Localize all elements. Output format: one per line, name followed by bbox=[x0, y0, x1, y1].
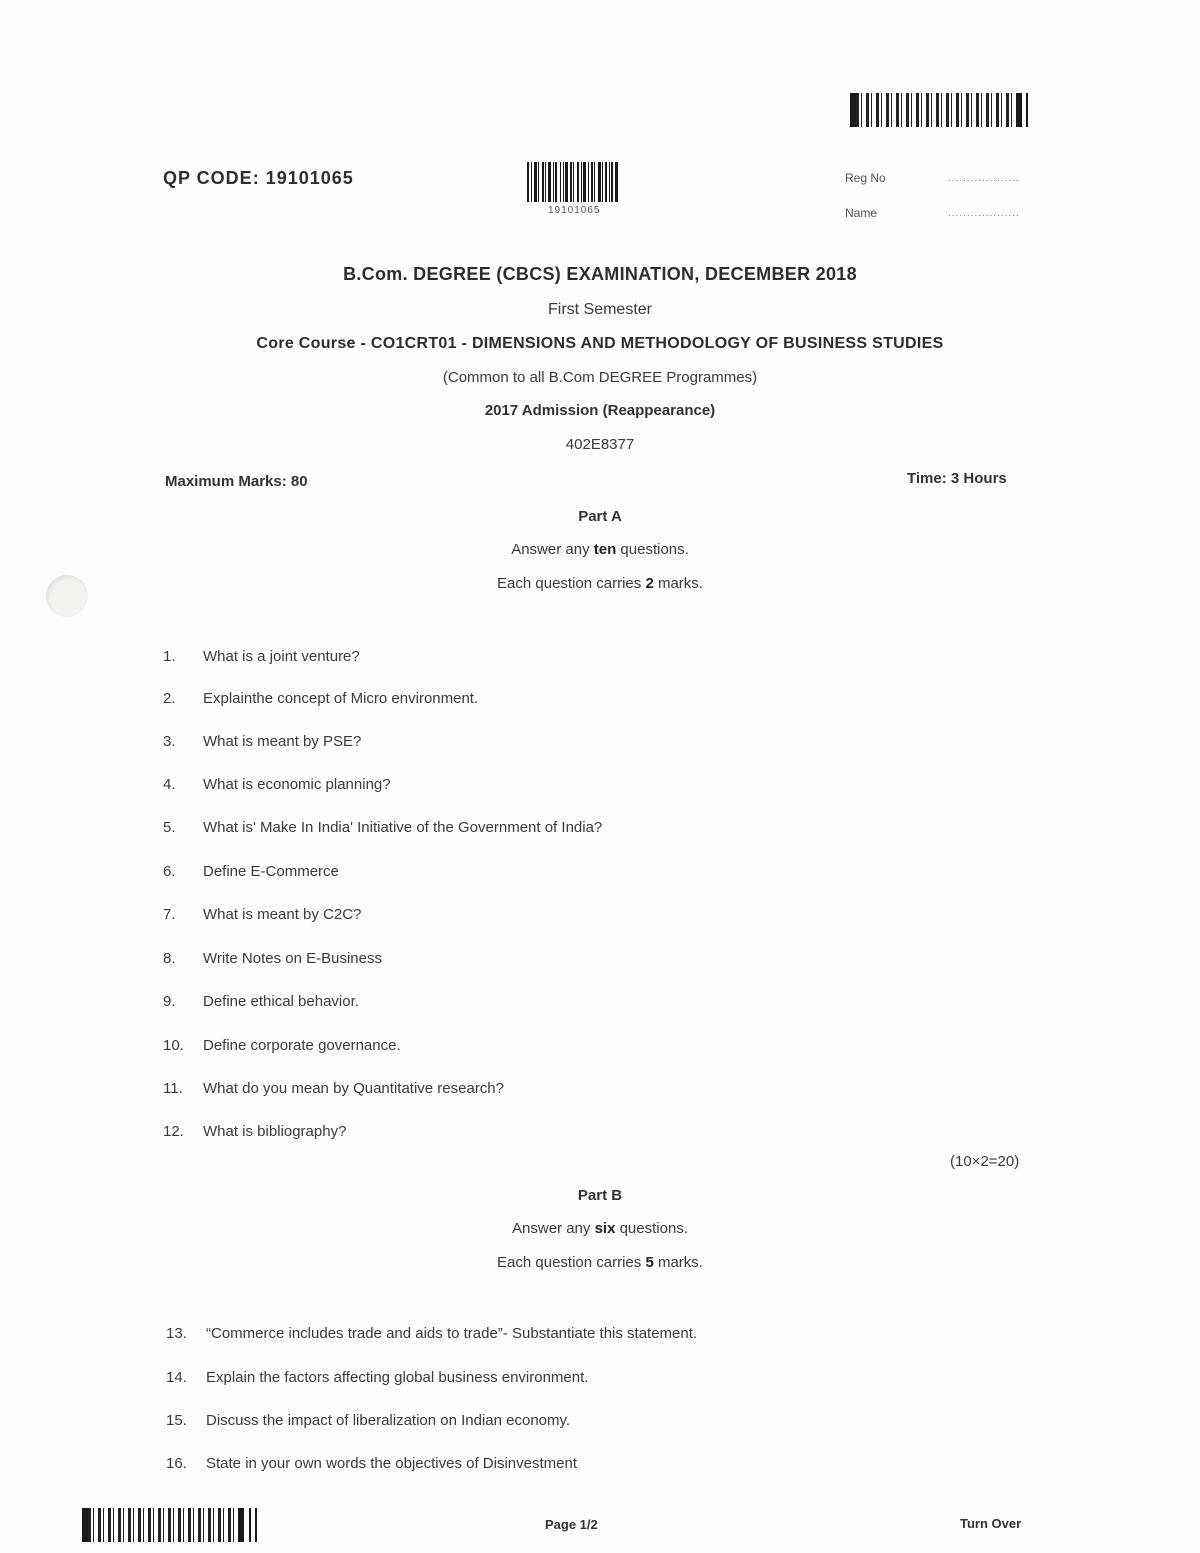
question-number: 14. bbox=[166, 1369, 187, 1386]
question-number: 5. bbox=[163, 819, 176, 836]
exam-course: Core Course - CO1CRT01 - DIMENSIONS AND METHODOLOGY OF BUSINESS STUDIES bbox=[256, 335, 944, 352]
question-text: Write Notes on E-Business bbox=[203, 950, 382, 967]
reg-no-label: Reg No bbox=[845, 171, 886, 185]
barcode-tail bbox=[255, 1508, 257, 1542]
part-a-marks-total: (10×2=20) bbox=[950, 1153, 1020, 1170]
question-number: 3. bbox=[163, 733, 176, 750]
part-b-title: Part B bbox=[577, 1187, 623, 1204]
instruction-text: questions. bbox=[616, 541, 689, 558]
marks-text: Each question carries bbox=[497, 1254, 646, 1271]
instruction-text: questions. bbox=[615, 1220, 688, 1237]
exam-code: 402E8377 bbox=[565, 436, 635, 453]
question-number: 11. bbox=[163, 1080, 183, 1097]
reg-no-field: ................... bbox=[948, 173, 1020, 184]
question-number: 4. bbox=[163, 776, 176, 793]
question-text: “Commerce includes trade and aids to trade”- Substantiate this statement. bbox=[206, 1325, 698, 1342]
exam-common: (Common to all B.Com DEGREE Programmes) bbox=[442, 369, 758, 386]
question-text: Explain the factors affecting global business environment. bbox=[206, 1369, 589, 1386]
part-a-title: Part A bbox=[578, 508, 622, 525]
question-text: What is meant by C2C? bbox=[203, 906, 362, 923]
question-number: 7. bbox=[163, 906, 176, 923]
part-b-instruction bbox=[0, 1220, 1200, 1237]
barcode-tail bbox=[249, 1508, 251, 1542]
instruction-count: ten bbox=[593, 541, 617, 558]
barcode-number: 19101065 bbox=[548, 205, 601, 216]
question-number: 8. bbox=[163, 950, 176, 967]
qp-code: QP CODE: 19101065 bbox=[163, 168, 354, 188]
question-number: 9. bbox=[163, 993, 176, 1010]
question-text: Define ethical behavior. bbox=[203, 993, 359, 1010]
question-number: 6. bbox=[163, 863, 176, 880]
part-a-marks-note bbox=[0, 575, 1200, 592]
page-number: Page 1/2 bbox=[545, 1517, 598, 1532]
question-number: 16. bbox=[166, 1455, 187, 1472]
part-a-instruction bbox=[0, 541, 1200, 558]
question-text: State in your own words the objectives of Disinvestment bbox=[206, 1455, 578, 1472]
question-text: What is a joint venture? bbox=[203, 648, 360, 665]
question-text: What is meant by PSE? bbox=[203, 733, 362, 750]
marks-text: marks. bbox=[653, 1254, 703, 1271]
barcode-tail bbox=[1026, 93, 1028, 127]
instruction-count: six bbox=[594, 1220, 616, 1237]
center-barcode-icon bbox=[527, 162, 618, 202]
marks-text: marks. bbox=[653, 575, 703, 592]
turn-over-note: Turn Over bbox=[960, 1516, 1022, 1531]
question-text: What do you mean by Quantitative research? bbox=[203, 1080, 504, 1097]
question-number: 15. bbox=[166, 1412, 187, 1429]
barcode-tail bbox=[1018, 93, 1022, 127]
instruction-text: Answer any bbox=[512, 1220, 595, 1237]
question-text: Discuss the impact of liberalization on Indian economy. bbox=[206, 1412, 571, 1429]
question-text: What is' Make In India' Initiative of the Government of India? bbox=[203, 819, 603, 836]
question-number: 12. bbox=[163, 1123, 184, 1140]
bottom-left-barcode-icon bbox=[82, 1508, 244, 1542]
top-right-barcode-icon bbox=[850, 93, 1022, 127]
question-number: 2. bbox=[163, 690, 176, 707]
question-text: What is bibliography? bbox=[203, 1123, 347, 1140]
marks-text: Each question carries bbox=[497, 575, 646, 592]
exam-time: Time: 3 Hours bbox=[907, 470, 1007, 487]
exam-title: B.Com. DEGREE (CBCS) EXAMINATION, DECEMBER 2018 bbox=[343, 264, 857, 284]
question-text: Define E-Commerce bbox=[203, 863, 339, 880]
question-number: 13. bbox=[166, 1325, 187, 1342]
question-text: Explainthe concept of Micro environment. bbox=[203, 690, 479, 707]
exam-semester: First Semester bbox=[547, 301, 652, 318]
name-label: Name bbox=[845, 206, 878, 220]
max-marks: Maximum Marks: 80 bbox=[165, 473, 308, 490]
question-text: What is economic planning? bbox=[203, 776, 391, 793]
name-field: ................... bbox=[948, 208, 1020, 219]
marks-count: 5 bbox=[645, 1254, 654, 1271]
instruction-text: Answer any bbox=[511, 541, 594, 558]
part-b-marks-note bbox=[0, 1254, 1200, 1271]
exam-admission: 2017 Admission (Reappearance) bbox=[484, 402, 716, 419]
question-number: 1. bbox=[163, 648, 176, 665]
barcode-tail bbox=[240, 1508, 244, 1542]
question-number: 10. bbox=[163, 1037, 184, 1054]
question-text: Define corporate governance. bbox=[203, 1037, 401, 1054]
marks-count: 2 bbox=[645, 575, 654, 592]
